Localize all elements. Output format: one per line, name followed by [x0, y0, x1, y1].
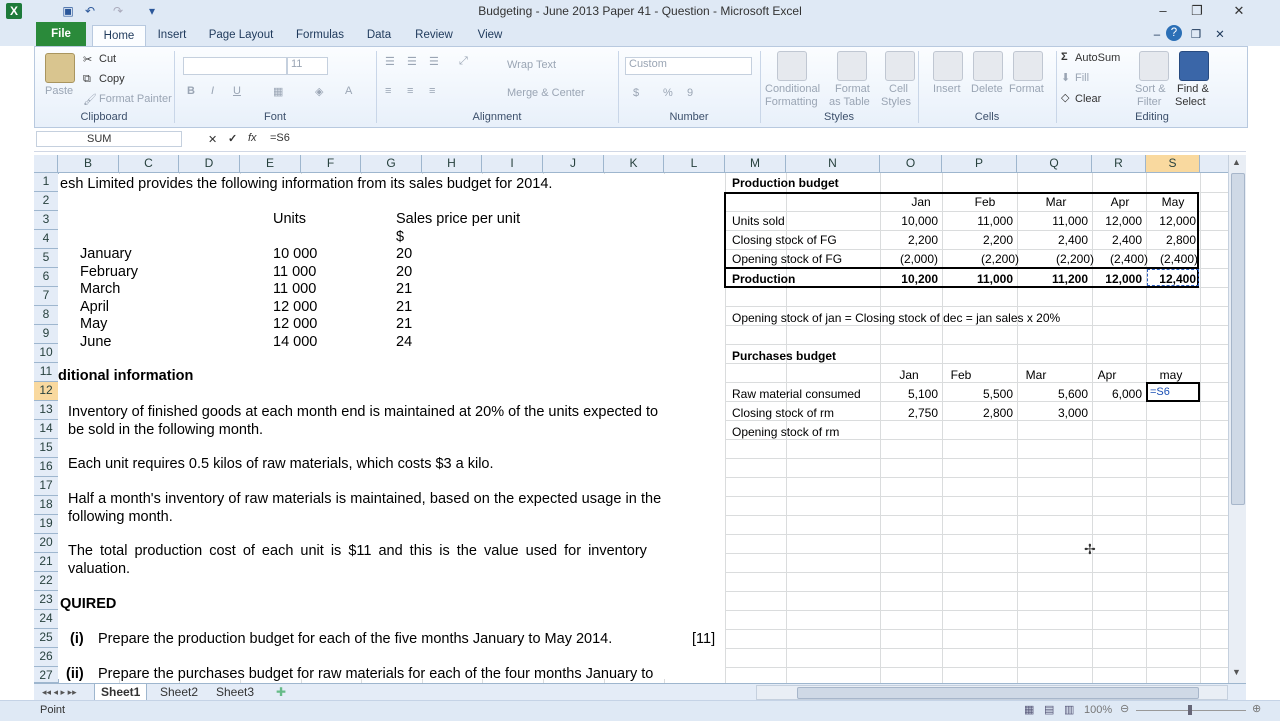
production-cell: 12,000 [1105, 214, 1142, 228]
production-cell: (2,400) [1109, 252, 1148, 266]
wrap-text-button[interactable]: Wrap Text [507, 59, 557, 71]
editing-group-label: Editing [1135, 111, 1169, 123]
paste-button[interactable]: Paste [45, 85, 74, 97]
production-month-header: May [1161, 195, 1185, 209]
month-units: 11 000 [273, 264, 317, 280]
row-header[interactable]: 22 [34, 572, 58, 591]
row-header[interactable]: 17 [34, 477, 58, 496]
font-size-box[interactable]: 11 [287, 57, 328, 75]
row-header[interactable]: 2 [34, 192, 58, 211]
column-header-s[interactable]: S [1146, 155, 1200, 172]
sort-filter-icon[interactable] [1139, 51, 1169, 81]
undo-icon[interactable]: ↶ [84, 4, 96, 18]
borders-icon[interactable]: ▦ [273, 86, 284, 98]
production-cell: (2,400) [1159, 252, 1198, 266]
ribbon-close-icon[interactable]: ✕ [1215, 29, 1225, 41]
production-cell: (2,200) [1055, 252, 1094, 266]
clear-icon[interactable]: ◇ [1061, 92, 1070, 104]
tab-file[interactable]: File [36, 22, 86, 46]
purchases-cell: 5,100 [907, 387, 938, 401]
find-select-label-2: Select [1175, 96, 1206, 108]
delete-cells-icon[interactable] [973, 51, 1003, 81]
info-paragraph-3b: following month. [68, 509, 173, 525]
fill-icon[interactable]: ⬇ [1061, 72, 1071, 84]
production-total-label: Production [732, 272, 796, 286]
purchases-row-label: Opening stock of rm [732, 425, 840, 439]
conditional-formatting-icon[interactable] [777, 51, 807, 81]
production-month-header: Feb [974, 195, 996, 209]
tab-data[interactable]: Data [366, 29, 392, 41]
production-month-header: Jan [911, 195, 931, 209]
purchases-row-label: Closing stock of rm [732, 406, 835, 420]
production-total-cell: 11,000 [976, 272, 1013, 286]
production-cell: 2,800 [1165, 233, 1196, 247]
fill-color-icon[interactable]: ◈ [315, 86, 324, 98]
month-price: 21 [396, 316, 413, 332]
redo-icon[interactable]: ↷ [112, 4, 124, 18]
format-cells-icon[interactable] [1013, 51, 1043, 81]
view-page-break-icon[interactable]: ▥ [1064, 704, 1075, 716]
info-paragraph-3a: Half a month's inventory of raw materials is maintained, based on the expected usage in the [68, 491, 662, 507]
tab-view[interactable]: View [477, 29, 503, 41]
merge-center-button[interactable]: Merge & Center [507, 87, 585, 99]
bold-button[interactable]: B [187, 85, 195, 97]
formula-bar [34, 129, 1246, 152]
scroll-down-icon[interactable]: ▼ [1232, 667, 1241, 677]
tab-insert[interactable]: Insert [157, 29, 187, 41]
styles-group-label: Styles [824, 111, 854, 123]
currency-button[interactable]: $ [633, 87, 640, 99]
view-page-layout-icon[interactable]: ▤ [1044, 704, 1055, 716]
cells-group-label: Cells [974, 111, 1000, 123]
sheet-tab-1[interactable]: Sheet1 [94, 684, 147, 701]
comma-button[interactable]: 9 [687, 87, 694, 99]
production-cell: (2,200) [980, 252, 1019, 266]
production-total-cell: 12,400 [1159, 272, 1196, 286]
row-header[interactable]: 3 [34, 211, 58, 230]
column-header-f[interactable]: F [301, 155, 361, 172]
row-headers [34, 173, 59, 683]
row-header[interactable]: 15 [34, 439, 58, 458]
font-group-label: Font [263, 111, 286, 123]
required-heading: QUIRED [60, 596, 117, 612]
column-header-j[interactable]: J [543, 155, 604, 172]
column-header-l[interactable]: L [664, 155, 725, 172]
cut-button[interactable]: Cut [99, 53, 117, 65]
italic-button[interactable]: I [211, 85, 215, 97]
format-cells-button[interactable]: Format [1009, 83, 1044, 95]
sort-filter-button[interactable]: Sort & [1135, 83, 1166, 95]
info-paragraph-1b: be sold in the following month. [68, 422, 264, 438]
column-header-k[interactable]: K [604, 155, 664, 172]
clear-button[interactable]: Clear [1075, 93, 1102, 105]
month-price: 21 [396, 281, 413, 297]
horizontal-scroll-thumb[interactable] [797, 687, 1199, 699]
view-normal-icon[interactable]: ▦ [1024, 704, 1035, 716]
font-color-icon[interactable]: A [345, 85, 353, 97]
ribbon-tab-row [0, 22, 1280, 46]
column-header-g[interactable]: G [361, 155, 422, 172]
production-row-label: Opening stock of FG [732, 252, 843, 266]
purchases-month-header: Feb [950, 368, 972, 382]
row-header[interactable]: 26 [34, 648, 58, 667]
production-budget-title: Production budget [732, 176, 839, 190]
purchases-row-label: Raw material consumed [732, 387, 861, 401]
purchases-cell: 2,750 [907, 406, 938, 420]
clipboard-group-label: Clipboard [80, 111, 128, 123]
production-total-cell: 11,200 [1051, 272, 1088, 286]
purchases-cell: 6,000 [1111, 387, 1142, 401]
sheet-tab-3[interactable]: Sheet3 [216, 685, 255, 699]
month-label: February [80, 264, 139, 280]
row-header[interactable]: 14 [34, 420, 58, 439]
help-icon[interactable]: ? [1166, 25, 1182, 41]
align-top-icon[interactable]: ☰ [385, 56, 395, 68]
tab-review[interactable]: Review [415, 29, 453, 41]
vertical-scrollbar[interactable] [1228, 155, 1246, 683]
additional-info-heading: ditional information [58, 368, 194, 384]
excel-app-icon[interactable]: X [6, 3, 22, 19]
insert-cells-icon[interactable] [933, 51, 963, 81]
info-paragraph-4b: valuation. [68, 561, 131, 577]
mouse-cursor-icon: ✢ [1084, 541, 1096, 557]
question-2-text: Prepare the purchases budget for raw materials for each of the four months January to [98, 666, 654, 682]
month-label: March [80, 281, 121, 297]
ribbon-home [34, 46, 1248, 128]
alignment-group-label: Alignment [472, 111, 522, 123]
purchases-budget-title: Purchases budget [732, 349, 837, 363]
format-painter-icon[interactable]: 🖌 [83, 94, 97, 106]
question-2-number: (ii) [66, 666, 84, 682]
sheet-tab-2[interactable]: Sheet2 [160, 685, 199, 699]
row-header[interactable]: 5 [34, 249, 58, 268]
column-headers [34, 155, 1228, 173]
month-units: 12 000 [273, 299, 318, 315]
zoom-out-icon[interactable]: ⊖ [1120, 703, 1130, 715]
row-header[interactable]: 6 [34, 268, 58, 287]
purchases-month-header: Apr [1097, 368, 1117, 382]
month-price: 20 [396, 246, 413, 262]
percent-button[interactable]: % [663, 87, 673, 99]
column-header-q[interactable]: Q [1017, 155, 1092, 172]
purchases-cell: 5,600 [1057, 387, 1088, 401]
row-header[interactable]: 9 [34, 325, 58, 344]
quick-access-customize-icon[interactable]: ▾ [148, 4, 156, 18]
maximize-button[interactable]: ❐ [1191, 3, 1203, 18]
purchases-cell: 2,800 [982, 406, 1013, 420]
column-header-b[interactable]: B [58, 155, 119, 172]
horizontal-scrollbar[interactable] [756, 685, 1228, 700]
format-painter-button[interactable]: Format Painter [99, 93, 172, 105]
column-header-h[interactable]: H [422, 155, 482, 172]
cell-styles-icon[interactable] [885, 51, 915, 81]
production-total-cell: 10,200 [901, 272, 938, 286]
tab-home[interactable]: Home [92, 25, 146, 47]
orientation-icon[interactable]: ⤢ [459, 55, 468, 67]
column-header-n[interactable]: N [786, 155, 880, 172]
production-cell: 10,000 [901, 214, 938, 228]
cut-icon[interactable]: ✂ [83, 54, 93, 66]
production-cell: (2,000) [899, 252, 938, 266]
worksheet-grid[interactable] [58, 173, 1228, 683]
production-row-label: Units sold [732, 214, 785, 228]
autosum-icon[interactable]: Σ [1061, 51, 1068, 63]
production-cell: 2,400 [1057, 233, 1088, 247]
month-price: 21 [396, 299, 413, 315]
column-header-c[interactable]: C [119, 155, 179, 172]
info-paragraph-2: Each unit requires 0.5 kilos of raw materials, which costs $3 a kilo. [68, 456, 494, 472]
copy-marquee-s6 [1147, 269, 1199, 286]
row-header[interactable]: 10 [34, 344, 58, 363]
row-header[interactable]: 11 [34, 363, 58, 382]
zoom-slider-handle[interactable] [1188, 705, 1192, 715]
column-header-e[interactable]: E [240, 155, 301, 172]
align-right-icon[interactable]: ≡ [429, 85, 436, 97]
row-header[interactable]: 21 [34, 553, 58, 572]
copy-button[interactable]: Copy [99, 73, 125, 85]
format-as-table-icon[interactable] [837, 51, 867, 81]
row-header[interactable]: 19 [34, 515, 58, 534]
minimize-button[interactable]: – [1159, 3, 1167, 18]
number-format-box[interactable]: Custom [625, 57, 752, 75]
row-header[interactable]: 12 [34, 382, 58, 401]
select-all-corner[interactable] [34, 155, 58, 172]
row-header[interactable]: 4 [34, 230, 58, 249]
row-header[interactable]: 16 [34, 458, 58, 477]
production-cell: 2,200 [982, 233, 1013, 247]
column-header-i[interactable]: I [482, 155, 543, 172]
row-header[interactable]: 18 [34, 496, 58, 515]
sheet-nav-icon[interactable]: ◂◂ ◂ ▸ ▸▸ [42, 687, 77, 697]
name-box[interactable]: SUM [36, 131, 182, 147]
row-header[interactable]: 13 [34, 401, 58, 420]
ribbon-restore-icon[interactable]: ❐ [1190, 29, 1202, 41]
conditional-formatting-button[interactable]: Conditional [765, 83, 821, 95]
month-label: June [80, 334, 112, 350]
opening-stock-note: Opening stock of jan = Closing stock of dec = jan sales x 20% [732, 311, 1061, 325]
production-cell: 2,400 [1111, 233, 1142, 247]
cancel-entry-icon[interactable]: ✕ [208, 134, 218, 146]
fill-button[interactable]: Fill [1075, 72, 1090, 84]
month-label: April [80, 299, 110, 315]
purchases-cell: 3,000 [1057, 406, 1088, 420]
month-units: 11 000 [273, 281, 317, 297]
vertical-scroll-thumb[interactable] [1231, 173, 1245, 505]
title-bar [0, 0, 1280, 23]
month-label: January [80, 246, 132, 262]
scroll-up-icon[interactable]: ▲ [1232, 157, 1241, 167]
status-bar [0, 700, 1280, 721]
month-price: 24 [396, 334, 413, 350]
sales-price-header: Sales price per unit [396, 211, 521, 227]
month-units: 10 000 [273, 246, 318, 262]
window-title: Budgeting - June 2013 Paper 41 - Question - Microsoft Excel [478, 4, 802, 18]
tab-page-layout[interactable]: Page Layout [208, 29, 274, 41]
question-1-text: Prepare the production budget for each of the five months January to May 2014. [98, 631, 613, 647]
column-header-d[interactable]: D [179, 155, 240, 172]
production-total-rule [724, 267, 1199, 269]
enter-entry-icon[interactable]: ✓ [228, 133, 238, 145]
zoom-in-icon[interactable]: ⊕ [1252, 703, 1262, 715]
row-header[interactable]: 20 [34, 534, 58, 553]
purchases-month-header: Jan [899, 368, 919, 382]
question-1-number: (i) [70, 631, 84, 647]
align-left-icon[interactable]: ≡ [385, 85, 392, 97]
copy-icon[interactable]: ⧉ [83, 73, 91, 85]
production-cell: 11,000 [977, 214, 1013, 228]
column-header-p[interactable]: P [942, 155, 1017, 172]
cell-styles-button[interactable]: Cell [889, 83, 908, 95]
autosum-button[interactable]: AutoSum [1075, 52, 1121, 64]
month-units: 14 000 [273, 334, 318, 350]
find-select-icon[interactable] [1179, 51, 1209, 81]
active-cell-formula[interactable]: =S6 [1150, 386, 1170, 398]
number-group-label: Number [669, 111, 709, 123]
insert-cells-button[interactable]: Insert [933, 83, 961, 95]
info-paragraph-1a: Inventory of finished goods at each month end is maintained at 20% of the units expected to [68, 404, 659, 420]
find-select-button[interactable]: Find & [1177, 83, 1209, 95]
insert-sheet-icon[interactable]: ✚ [276, 685, 287, 699]
row-header[interactable]: 23 [34, 591, 58, 610]
sort-filter-label-2: Filter [1137, 96, 1162, 108]
production-cell: 11,000 [1052, 214, 1088, 228]
question-1-marks: [11] [692, 631, 716, 647]
row-header[interactable]: 27 [34, 667, 58, 683]
question-intro: esh Limited provides the following information from its sales budget for 2014. [60, 176, 553, 192]
paste-icon[interactable] [45, 53, 75, 83]
font-name-box[interactable] [183, 57, 287, 75]
delete-cells-button[interactable]: Delete [971, 83, 1003, 95]
underline-button[interactable]: U [233, 85, 241, 97]
conditional-formatting-label-2: Formatting [765, 96, 818, 108]
month-label: May [80, 316, 108, 332]
close-button[interactable]: ✕ [1233, 3, 1245, 18]
info-paragraph-4a: The total production cost of each unit is $11 and this is the value used for inventory [68, 543, 647, 559]
purchases-month-header: Mar [1025, 368, 1047, 382]
insert-function-icon[interactable]: fx [248, 132, 257, 144]
row-header[interactable]: 7 [34, 287, 58, 306]
sheet-tab-bar [34, 683, 1246, 701]
ribbon-minimize-icon[interactable]: – [1153, 29, 1161, 41]
align-center-icon[interactable]: ≡ [407, 85, 414, 97]
align-bottom-icon[interactable]: ☰ [429, 56, 439, 68]
cell-styles-label-2: Styles [881, 96, 911, 108]
zoom-level[interactable]: 100% [1084, 704, 1113, 716]
format-as-table-label-2: as Table [829, 96, 870, 108]
production-month-header: Mar [1045, 195, 1067, 209]
production-row-label: Closing stock of FG [732, 233, 837, 247]
status-mode: Point [40, 704, 66, 716]
production-cell: 12,000 [1159, 214, 1196, 228]
month-units: 12 000 [273, 316, 318, 332]
production-total-cell: 12,000 [1105, 272, 1142, 286]
column-header-r[interactable]: R [1092, 155, 1146, 172]
formula-input[interactable]: =S6 [270, 132, 290, 144]
purchases-cell: 5,500 [982, 387, 1013, 401]
production-month-header: Apr [1110, 195, 1130, 209]
purchases-month-header: may [1159, 368, 1183, 382]
save-icon[interactable]: ▣ [62, 4, 74, 18]
row-header[interactable]: 1 [34, 173, 58, 192]
row-header[interactable]: 25 [34, 629, 58, 648]
column-header-o[interactable]: O [880, 155, 942, 172]
tab-formulas[interactable]: Formulas [296, 29, 344, 41]
row-header[interactable]: 24 [34, 610, 58, 629]
production-cell: 2,200 [907, 233, 938, 247]
month-price: 20 [396, 264, 413, 280]
column-header-m[interactable]: M [725, 155, 786, 172]
align-middle-icon[interactable]: ☰ [407, 56, 417, 68]
units-header: Units [273, 211, 307, 227]
format-as-table-button[interactable]: Format [835, 83, 870, 95]
currency-header: $ [396, 229, 405, 245]
row-header[interactable]: 8 [34, 306, 58, 325]
